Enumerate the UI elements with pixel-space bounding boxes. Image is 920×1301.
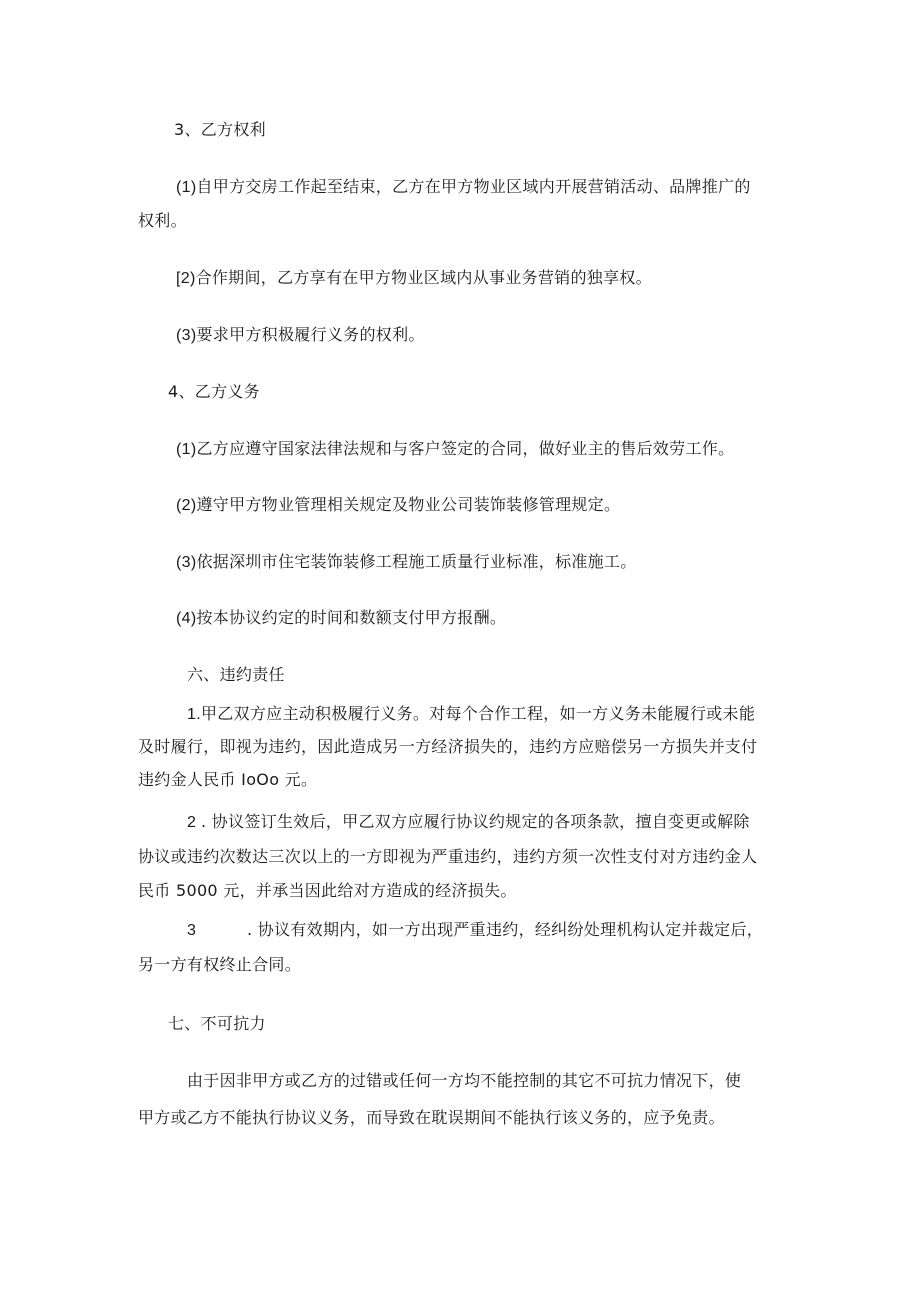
force-majeure-paragraph-cont: 甲方或乙方不能执行协议义务，而导致在耽误期间不能执行该义务的，应予免责。 [138, 1108, 725, 1127]
clause-text: 甲乙双方应主动积极履行义务。对每个合作工程，如一方义务未能履行或未能 [200, 704, 756, 723]
breach-clause-3-cont: 另一方有权终止合同。 [138, 955, 302, 974]
breach-clause-1-cont-a: 及时履行，即视为违约，因此造成另一方经济损失的，违约方应赔偿另一方损失并支付 [138, 737, 758, 756]
item-text: 要求甲方积极履行义务的权利。 [196, 325, 425, 344]
item-number: (3) [176, 327, 197, 344]
breach-clause-2-cont-a: 协议或违约次数达三次以上的一方即视为严重违约，违约方须一次性支付对方违约金人 [138, 847, 758, 866]
breach-clause-2-cont-b: 民币 5000 元，并承当因此给对方造成的经济损失。 [138, 881, 517, 900]
section-heading-breach-liability: 六、违约责任 [187, 665, 285, 684]
clause-text: . 协议签订生效后，甲乙双方应履行协议约规定的各项条款，擅自变更或解除 [201, 812, 750, 831]
item-text: 依据深圳市住宅装饰装修工程施工质量行业标准，标准施工。 [196, 552, 637, 571]
section-heading-party-b-obligations: 4、乙方义务 [168, 382, 260, 401]
rights-item-3 [176, 324, 425, 347]
item-number: (4) [176, 610, 197, 627]
item-number: [2) [176, 270, 196, 287]
item-text: 按本协议约定的时间和数额支付甲方报酬。 [196, 608, 507, 627]
force-majeure-paragraph: 由于因非甲方或乙方的过错或任何一方均不能控制的其它不可抗力情况下，使 [187, 1071, 742, 1090]
obligation-item-4 [176, 607, 506, 630]
clause-number: 3 [187, 922, 197, 939]
clause-text: . 协议有效期内，如一方出现严重违约，经纠纷处理机构认定并裁定后， [247, 920, 764, 939]
item-number: (2) [176, 497, 197, 514]
clause-number: 2 [187, 814, 197, 831]
item-number: (1) [176, 179, 197, 196]
item-number: (1) [176, 441, 197, 458]
item-text: 遵守甲方物业管理相关规定及物业公司装饰装修管理规定。 [196, 495, 621, 514]
obligation-item-1 [176, 438, 734, 461]
section-heading-force-majeure: 七、不可抗力 [168, 1014, 266, 1033]
breach-clause-2 [187, 811, 750, 834]
item-text: 乙方应遵守国家法律法规和与客户签定的合同，做好业主的售后效劳工作。 [196, 439, 735, 458]
breach-clause-1 [187, 703, 755, 726]
clause-number: 1. [187, 706, 201, 723]
obligation-item-3 [176, 551, 637, 574]
item-text: 合作期间，乙方享有在甲方物业区域内从事业务营销的独享权。 [195, 268, 652, 287]
obligation-item-2 [176, 494, 620, 517]
rights-item-1-cont: 权利。 [138, 211, 187, 230]
rights-item-2 [176, 267, 652, 290]
breach-clause-1-cont-b: 违约金人民币 IoOo 元。 [138, 770, 318, 789]
rights-item-1 [176, 176, 751, 199]
section-heading-party-b-rights: 3、乙方权利 [174, 120, 266, 139]
breach-clause-3 [187, 919, 763, 942]
item-number: (3) [176, 554, 197, 571]
item-text: 自甲方交房工作起至结束，乙方在甲方物业区域内开展营销活动、品牌推广的 [196, 177, 751, 196]
